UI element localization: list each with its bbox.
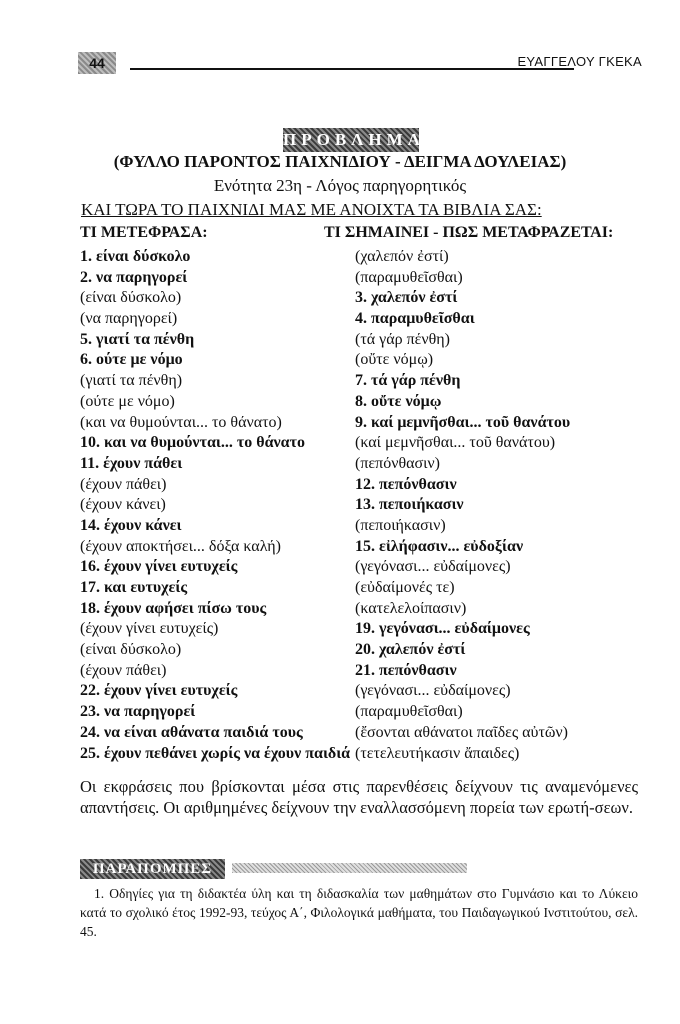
- translated-phrase: 10. και να θυμούνται... το θάνατο: [80, 434, 305, 452]
- footnote: 1. Οδηγίες για τη διδακτέα ύλη και τη διδασκαλία των μαθημάτων στο Γυμνάσιο και το Λύκειο κατά το σχολικό έτος 1992-93, τεύχος Α΄, Φιλολογικά μαθήματα, του Παιδαγωγικού Ινστιτούτου, σελ. 45.: [80, 886, 638, 939]
- list-item: [0, 392, 680, 413]
- translated-phrase: (ούτε με νόμο): [80, 392, 175, 410]
- translated-phrase: (έχουν πάθει): [80, 475, 167, 493]
- ancient-phrase: 4. παραμυθεῖσθαι: [355, 310, 475, 328]
- explanation-paragraph: Οι εκφράσεις που βρίσκονται μέσα στις παρενθέσεις δείχνουν τις αναμενόμενες απαντήσεις. Οι αριθμημένες δείχνουν την εναλλασσόμενη πορεία των ερωτή-σεων.: [80, 777, 638, 817]
- author-name: ΕΥΑΓΓΕΛΟΥ ΓΚΕΚΑ: [517, 54, 642, 69]
- translated-phrase: 16. έχουν γίνει ευτυχείς: [80, 558, 238, 576]
- list-item: [0, 681, 680, 702]
- list-item: [0, 640, 680, 661]
- ancient-phrase: (ἔσονται αθάνατοι παῖδες αὐτῶν): [355, 723, 568, 741]
- translated-phrase: (είναι δύσκολο): [80, 641, 182, 659]
- list-item: [0, 516, 680, 537]
- list-item: [0, 288, 680, 309]
- ancient-phrase: 12. πεπόνθασιν: [355, 475, 457, 493]
- page-number: 44: [78, 52, 116, 74]
- ancient-phrase: (οὔτε νόμῳ): [355, 351, 434, 369]
- list-item: [0, 661, 680, 682]
- translated-phrase: (γιατί τα πένθη): [80, 372, 183, 390]
- ancient-phrase: (γεγόνασι... εὐδαίμονες): [355, 558, 511, 576]
- ancient-phrase: (καί μεμνῆσθαι... τοῦ θανάτου): [355, 434, 556, 452]
- ancient-phrase: (πεπόνθασιν): [355, 454, 440, 472]
- translated-phrase: 18. έχουν αφήσει πίσω τους: [80, 599, 267, 617]
- ancient-phrase: (τά γάρ πένθη): [355, 330, 450, 348]
- translated-phrase: 2. να παρηγορεί: [80, 268, 188, 286]
- list-item: [0, 413, 680, 434]
- section-title: ΠΡΟΒΛΗΜΑ: [283, 128, 419, 152]
- translated-phrase: 11. έχουν πάθει: [80, 454, 183, 472]
- list-item: [0, 495, 680, 516]
- unit-line: Ενότητα 23η - Λόγος παρηγορητικός: [213, 176, 467, 195]
- translated-phrase: (και να θυμούνται... το θάνατο): [80, 413, 282, 431]
- ancient-phrase: 21. πεπόνθασιν: [355, 661, 457, 679]
- translated-phrase: (είναι δύσκολο): [80, 289, 182, 307]
- list-item: [0, 309, 680, 330]
- list-item: [0, 723, 680, 744]
- translated-phrase: 14. έχουν κάνει: [80, 516, 182, 534]
- list-item: [0, 744, 680, 765]
- translated-phrase: 5. γιατί τα πένθη: [80, 330, 195, 348]
- ancient-phrase: (πεποιήκασιν): [355, 516, 446, 534]
- translated-phrase: (έχουν αποκτήσει... δόξα καλή): [80, 537, 281, 555]
- list-item: [0, 247, 680, 268]
- list-item: [0, 330, 680, 351]
- list-item: [0, 557, 680, 578]
- translated-phrase: (έχουν πάθει): [80, 661, 167, 679]
- column-header-meaning: ΤΙ ΣΗΜΑΙΝΕΙ - ΠΩΣ ΜΕΤΑΦΡΑΖΕΤΑΙ:: [324, 224, 614, 241]
- ancient-phrase: (παραμυθεῖσθαι): [355, 703, 463, 721]
- references-decoration-bar: [232, 863, 467, 873]
- references-title: ΠΑΡΑΠΟΜΠΕΣ: [80, 859, 225, 879]
- ancient-phrase: (εὐδαίμονές τε): [355, 579, 455, 596]
- translated-phrase: 24. να είναι αθάνατα παιδιά τους: [80, 723, 303, 741]
- translated-phrase: 6. ούτε με νόμο: [80, 351, 183, 369]
- translation-list: [0, 247, 680, 764]
- game-line: ΚΑΙ ΤΩΡΑ ΤΟ ΠΑΙΧΝΙΔΙ ΜΑΣ ΜΕ ΑΝΟΙΧΤΑ ΤΑ ΒΙΒΛΙΑ ΣΑΣ:: [81, 200, 542, 219]
- page-header: [78, 50, 642, 78]
- list-item: [0, 578, 680, 599]
- list-item: [0, 702, 680, 723]
- list-item: [0, 599, 680, 620]
- ancient-phrase: 9. καί μεμνῆσθαι... τοῦ θανάτου: [355, 413, 571, 431]
- ancient-phrase: 8. οὔτε νόμῳ: [355, 392, 442, 410]
- header-rule: [130, 68, 574, 70]
- list-item: [0, 350, 680, 371]
- ancient-phrase: (κατελελοίπασιν): [355, 599, 467, 617]
- column-header-translated: ΤΙ ΜΕΤΕΦΡΑΣΑ:: [80, 224, 208, 241]
- list-item: [0, 268, 680, 289]
- ancient-phrase: 15. εἰλήφασιν... εὐδοξίαν: [355, 537, 524, 555]
- translated-phrase: 23. να παρηγορεί: [80, 703, 196, 721]
- translated-phrase: (έχουν κάνει): [80, 496, 166, 514]
- translated-phrase: 17. και ευτυχείς: [80, 579, 188, 596]
- ancient-phrase: (χαλεπόν ἐστί): [355, 248, 449, 265]
- list-item: [0, 537, 680, 558]
- ancient-phrase: 7. τά γάρ πένθη: [355, 372, 461, 390]
- translated-phrase: (να παρηγορεί): [80, 310, 178, 328]
- ancient-phrase: 3. χαλεπόν ἐστί: [355, 289, 458, 307]
- translated-phrase: 1. είναι δύσκολο: [80, 248, 191, 265]
- section-subtitle: (ΦΥΛΛΟ ΠΑΡΟΝΤΟΣ ΠΑΙΧΝΙΔΙΟΥ - ΔΕΙΓΜΑ ΔΟΥΛΕΙΑΣ): [113, 152, 567, 171]
- ancient-phrase: (παραμυθεῖσθαι): [355, 268, 463, 286]
- ancient-phrase: (γεγόνασι... εὐδαίμονες): [355, 682, 511, 700]
- list-item: [0, 475, 680, 496]
- ancient-phrase: 20. χαλεπόν ἐστί: [355, 641, 466, 659]
- list-item: [0, 371, 680, 392]
- ancient-phrase: 19. γεγόνασι... εὐδαίμονες: [355, 620, 530, 638]
- ancient-phrase: 13. πεποιήκασιν: [355, 496, 464, 514]
- ancient-phrase: (τετελευτήκασιν ἄπαιδες): [355, 744, 520, 762]
- list-item: [0, 619, 680, 640]
- translated-phrase: (έχουν γίνει ευτυχείς): [80, 620, 219, 638]
- translated-phrase: 22. έχουν γίνει ευτυχείς: [80, 682, 238, 700]
- translated-phrase: 25. έχουν πεθάνει χωρίς να έχουν παιδιά: [80, 744, 351, 762]
- list-item: [0, 433, 680, 454]
- list-item: [0, 454, 680, 475]
